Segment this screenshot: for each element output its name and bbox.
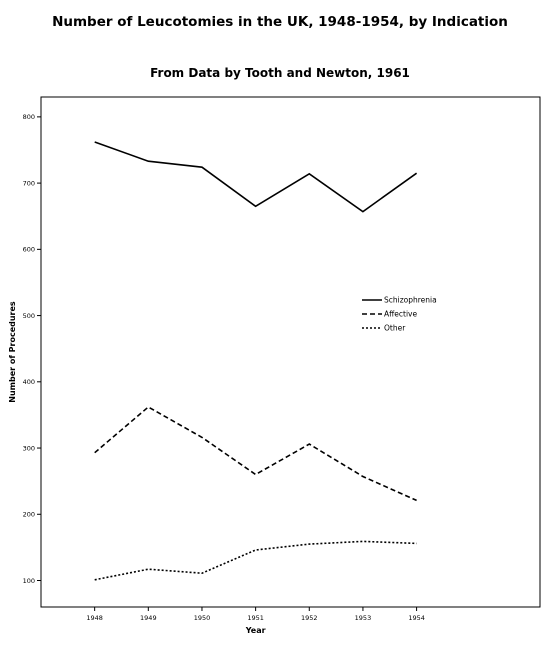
chart-title: Number of Leucotomies in the UK, 1948-1954, by Indication — [52, 14, 508, 30]
y-tick-label: 800 — [22, 113, 35, 122]
y-tick-label: 400 — [22, 378, 35, 387]
x-tick-label: 1948 — [86, 614, 103, 622]
y-tick-label: 700 — [22, 179, 35, 188]
chart-subtitle: From Data by Tooth and Newton, 1961 — [150, 66, 410, 80]
y-tick-label: 300 — [22, 444, 35, 453]
x-tick-label: 1954 — [408, 614, 425, 622]
x-axis-title: Year — [245, 626, 266, 635]
x-tick-label: 1953 — [354, 614, 372, 622]
y-tick-label: 100 — [22, 576, 35, 585]
series-lines — [95, 142, 417, 580]
legend-label-other: Other — [384, 323, 406, 333]
x-axis-ticks — [86, 607, 424, 622]
y-tick-label: 500 — [22, 311, 35, 320]
series-line-affective — [95, 407, 417, 500]
legend-label-schizophrenia: Schizophrenia — [384, 295, 437, 305]
x-tick-label: 1951 — [247, 614, 264, 622]
legend-label-affective: Affective — [384, 309, 418, 319]
x-tick-label: 1952 — [301, 614, 318, 622]
y-tick-label: 200 — [22, 510, 35, 519]
y-axis-ticks — [23, 113, 41, 585]
series-line-other — [95, 541, 417, 579]
x-tick-label: 1950 — [193, 614, 211, 622]
x-tick-label: 1949 — [140, 614, 157, 622]
y-axis-title: Number of Procedures — [8, 301, 17, 403]
legend — [362, 296, 437, 333]
y-tick-label: 600 — [22, 245, 35, 254]
plot-frame — [41, 97, 540, 607]
series-line-schizophrenia — [95, 142, 417, 212]
